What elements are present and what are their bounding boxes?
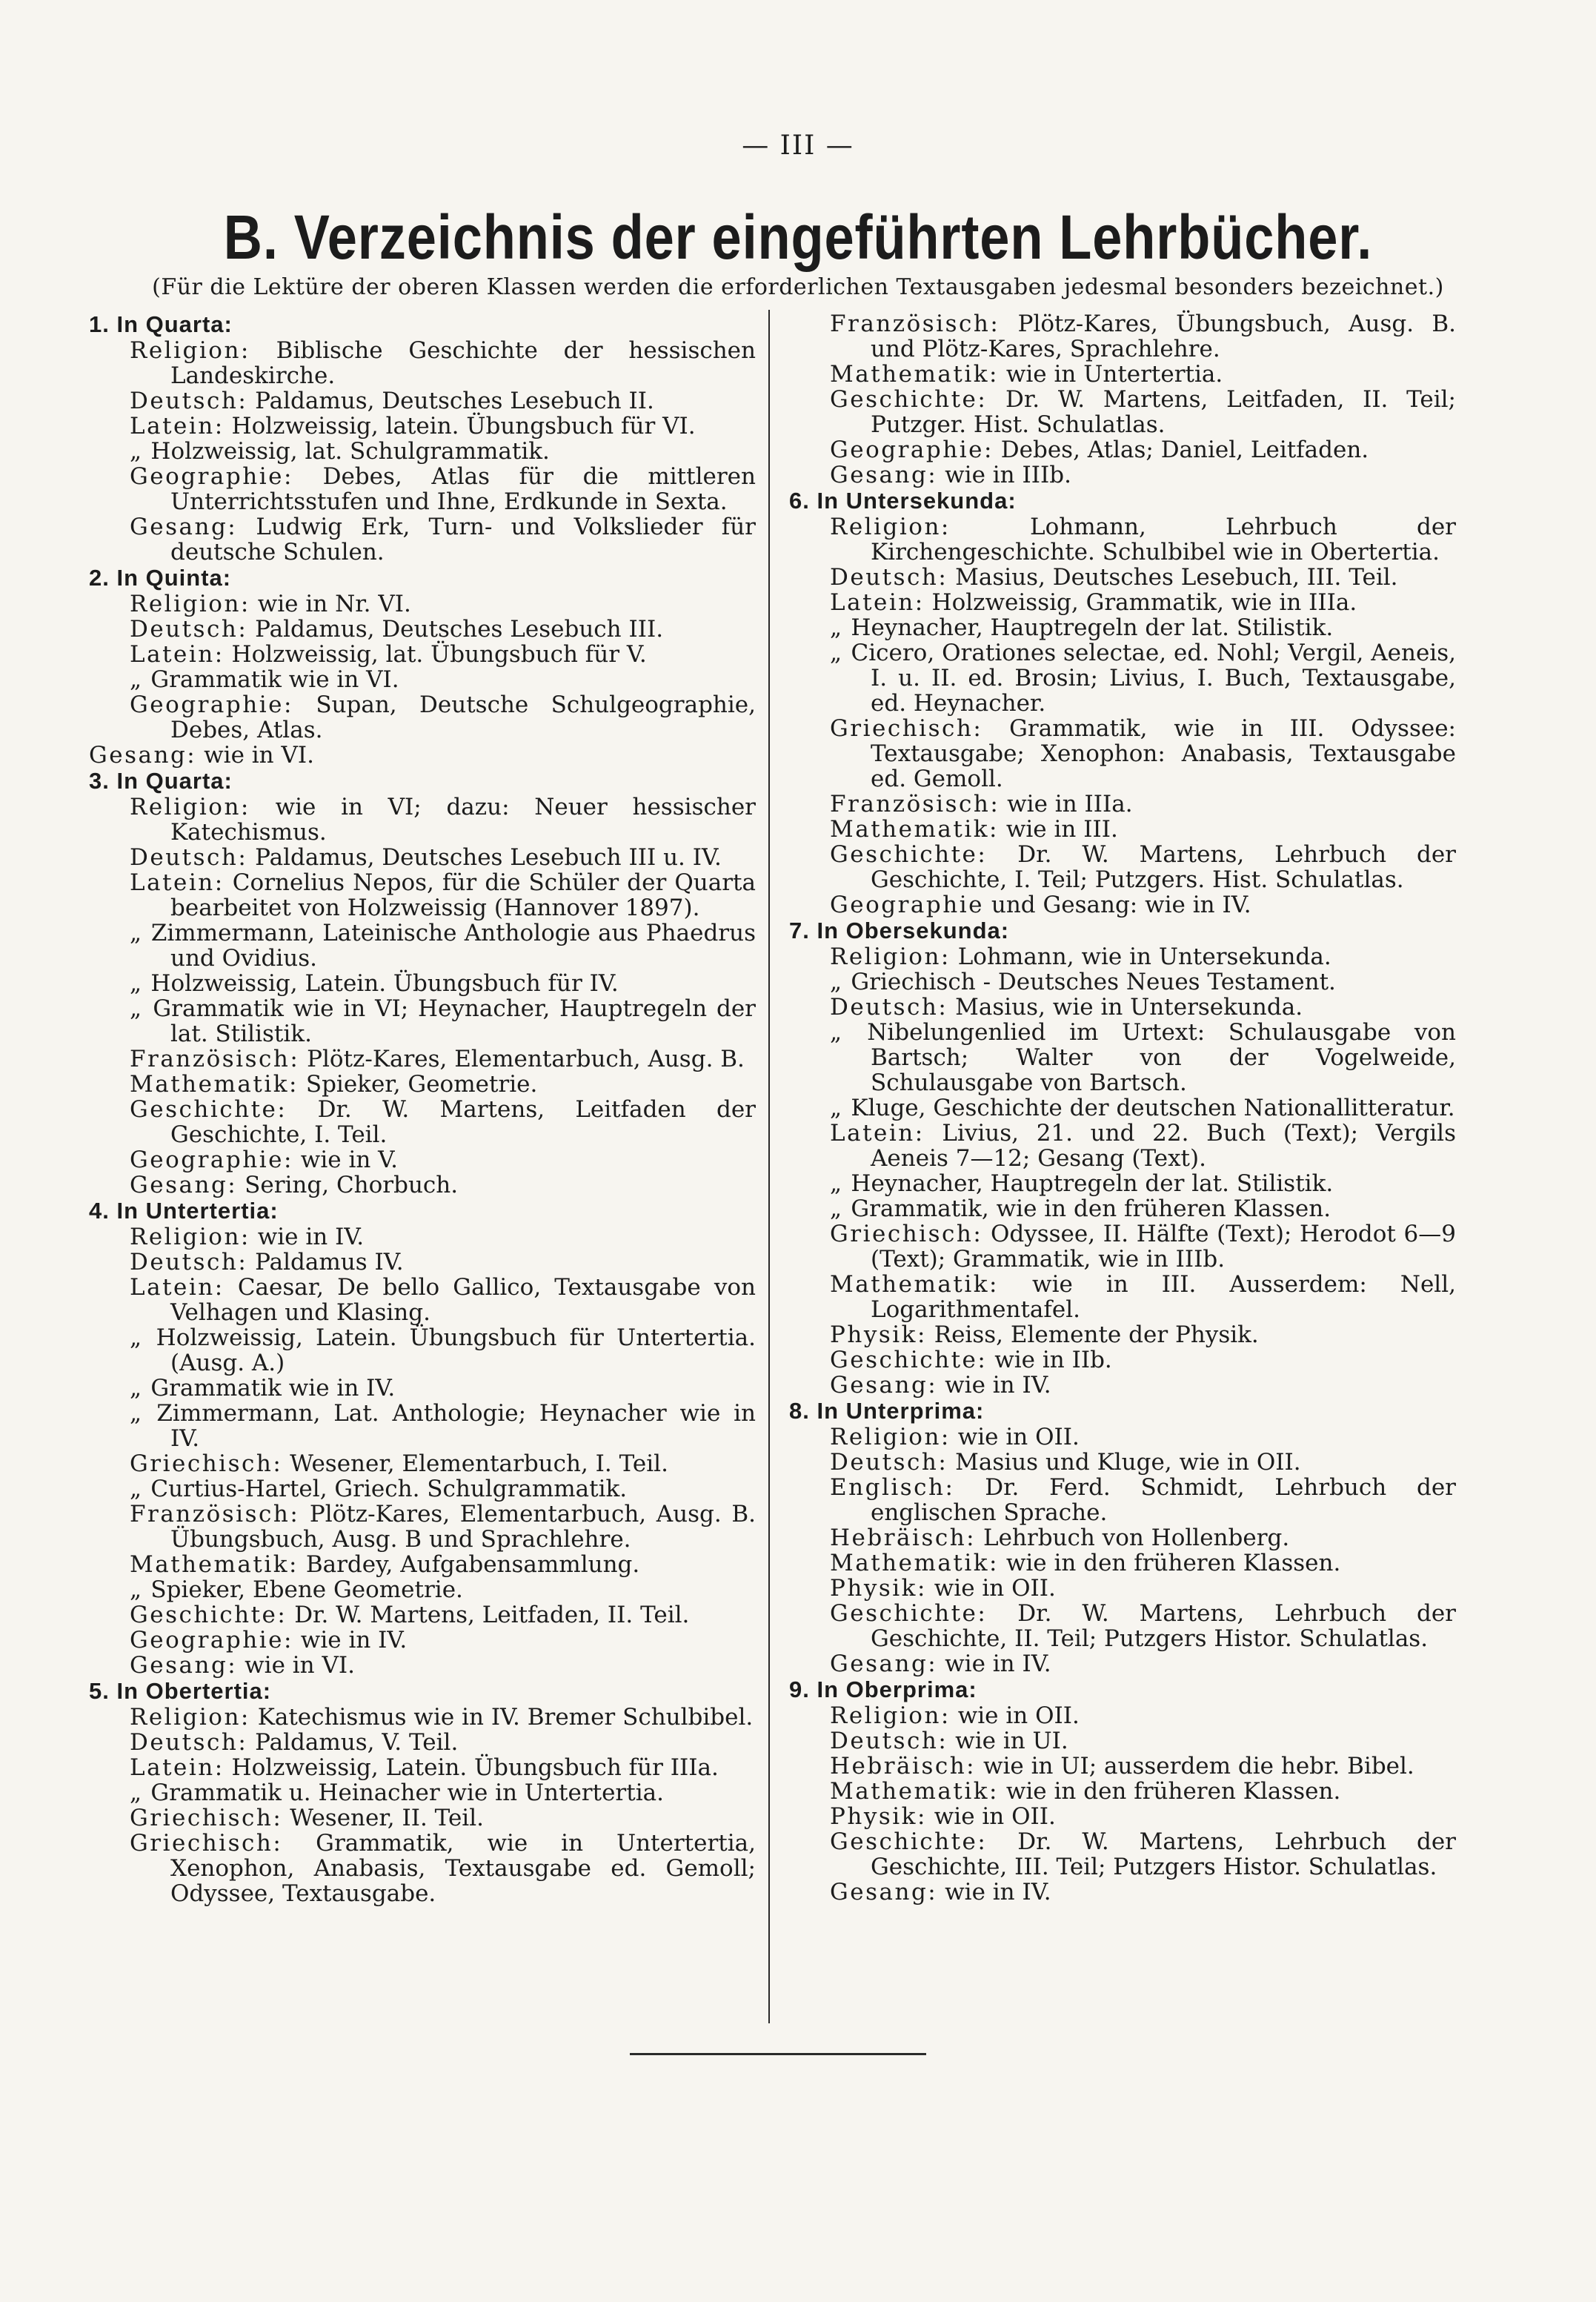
textbook-entry (789, 1880, 1456, 1905)
textbook-entry (789, 1171, 1456, 1196)
entry-text: Curtius-Hartel, Griech. Schulgrammatik. (143, 1476, 628, 1502)
textbook-entry (789, 1779, 1456, 1804)
subject-label: Geographie: (830, 437, 994, 463)
textbook-entry (89, 464, 756, 514)
subject-label: Griechisch: (830, 1221, 983, 1247)
textbook-entry (89, 1451, 756, 1476)
textbook-entry (89, 642, 756, 667)
entry-text: Livius, 21. und 22. Buch (Text); Vergils Aeneis 7—12; Gesang (Text). (871, 1120, 1456, 1172)
textbook-entry (789, 1550, 1456, 1576)
subject-label: Mathematik: (830, 816, 999, 843)
entry-text: wie in IV. (937, 1879, 1051, 1905)
entry-text: wie in VI. (237, 1652, 355, 1679)
section-heading: 9. In Oberprima: (789, 1676, 977, 1702)
entry-text: wie in IIIb. (937, 462, 1071, 488)
textbook-entry (89, 1705, 756, 1730)
entry-text: Paldamus, Deutsches Lesebuch II. (247, 388, 654, 414)
subject-label: Geographie: (130, 691, 293, 718)
subject-label: Hebräisch: (830, 1753, 977, 1779)
textbook-entry (789, 514, 1456, 565)
page-title: B. Verzeichnis der eingeführten Lehrbücher. (223, 202, 1373, 272)
subject-label: Latein: (130, 413, 225, 439)
entry-text: wie in IIb. (987, 1347, 1112, 1373)
entry-text: Heynacher, Hauptregeln der lat. Stilistik. (843, 614, 1334, 641)
entry-text: und Gesang: wie in IV. (984, 892, 1251, 918)
textbook-entry (789, 1450, 1456, 1475)
textbook-entry (89, 1275, 756, 1325)
textbook-entry (89, 667, 756, 692)
subject-label: „ (130, 920, 144, 946)
section-heading: 7. In Obersekunda: (789, 918, 1010, 943)
subject-label: Französisch: (130, 1046, 300, 1072)
textbook-entry (789, 640, 1456, 716)
subject-label: Geschichte: (830, 1828, 988, 1855)
subject-label: Gesang: (830, 1651, 938, 1677)
entry-text: Plötz-Kares, Elementarbuch, Ausg. B. Übungsbuch, Ausg. B und Sprachlehre. (170, 1501, 756, 1553)
textbook-entry (789, 1601, 1456, 1651)
subject-label: Religion: (130, 337, 250, 364)
entry-text: Kluge, Geschichte der deutschen Nationallitteratur. (843, 1095, 1455, 1121)
textbook-entry (789, 1576, 1456, 1601)
section-heading: 3. In Quarta: (89, 768, 233, 794)
entry-text: Debes, Atlas; Daniel, Leitfaden. (993, 437, 1369, 463)
entry-text: Grammatik u. Heinacher wie in Untertertia. (143, 1779, 664, 1806)
class-section (789, 488, 1456, 918)
textbook-entry (89, 971, 756, 996)
class-section (789, 918, 1456, 1398)
textbook-entry (89, 1325, 756, 1376)
class-section (89, 1198, 756, 1678)
entry-text: wie in OII. (926, 1575, 1056, 1602)
textbook-entry (89, 692, 756, 743)
entry-text: Paldamus, Deutsches Lesebuch III. (247, 616, 664, 643)
entry-text: Holzweissig, latein. Übungsbuch für VI. (224, 413, 696, 439)
entry-text: wie in IV. (250, 1224, 365, 1250)
subject-label: Griechisch: (130, 1450, 283, 1477)
subject-label: „ (130, 970, 144, 997)
class-section (789, 1676, 1456, 1905)
subject-label: Deutsch: (830, 994, 948, 1021)
entry-text: Ludwig Erk, Turn- und Volkslieder für deutsche Schulen. (170, 514, 756, 565)
entry-text: wie in IV. (937, 1651, 1051, 1677)
textbook-entry (89, 870, 756, 921)
bottom-rule (630, 2053, 926, 2055)
textbook-entry (789, 1322, 1456, 1347)
textbook-entry (89, 439, 756, 464)
textbook-entry (89, 1172, 756, 1198)
entry-text: Dr. W. Martens, Leitfaden der Geschichte, I. Teil. (170, 1096, 756, 1148)
textbook-entry (89, 1577, 756, 1602)
entry-text: Bardey, Aufgabensammlung. (298, 1551, 640, 1578)
subject-label: „ (830, 1019, 844, 1046)
entry-text: wie in OII. (950, 1702, 1080, 1729)
subject-label: Religion: (130, 1704, 250, 1731)
textbook-entry (89, 617, 756, 642)
entry-text: Paldamus IV. (247, 1249, 404, 1276)
textbook-entry (789, 1020, 1456, 1095)
subject-label: Deutsch: (130, 388, 248, 414)
section-heading: 8. In Unterprima: (789, 1398, 985, 1424)
section-heading: 2. In Quinta: (89, 565, 232, 591)
entry-text: wie in III. (998, 816, 1118, 843)
textbook-entry (789, 1754, 1456, 1779)
subject-label: Latein: (830, 589, 925, 616)
textbook-entry (789, 817, 1456, 842)
section-heading: 6. In Untersekunda: (789, 488, 1017, 514)
entry-text: Plötz-Kares, Übungsbuch, Ausg. B. und Plötz-Kares, Sprachlehre. (871, 311, 1456, 362)
textbook-entry (89, 1250, 756, 1275)
subject-label: Deutsch: (830, 1449, 948, 1476)
entry-text: Grammatik, wie in den früheren Klassen. (843, 1195, 1331, 1222)
subject-label: Religion: (830, 514, 951, 540)
subject-label: „ (130, 1400, 144, 1427)
entry-text: Holzweissig, lat. Übungsbuch für V. (224, 641, 647, 668)
subject-label: Latein: (130, 1274, 225, 1301)
page-number: — III — (742, 130, 854, 161)
subject-label: „ (130, 1576, 144, 1603)
textbook-entry (89, 414, 756, 439)
textbook-entry (789, 944, 1456, 969)
entry-text: Grammatik, wie in III. Odyssee: Textausgabe; Xenophon: Anabasis, Textausgabe ed. Gemoll. (871, 715, 1456, 792)
textbook-entry (89, 1831, 756, 1906)
subject-label: Geographie: (130, 463, 293, 490)
subject-label: Religion: (830, 1702, 951, 1729)
class-section (89, 565, 756, 768)
entry-text: Dr. W. Martens, Leitfaden, II. Teil. (287, 1602, 690, 1628)
subject-label: Deutsch: (830, 1728, 948, 1754)
textbook-entry (89, 338, 756, 388)
textbook-entry (89, 1653, 756, 1678)
textbook-entry (789, 969, 1456, 995)
textbook-entry (89, 1072, 756, 1097)
textbook-entry (789, 565, 1456, 590)
entry-text: wie in IIIa. (1000, 791, 1133, 817)
subject-label: Mathematik: (130, 1071, 299, 1098)
subject-label: Griechisch: (130, 1830, 283, 1857)
entry-text: Grammatik, wie in Untertertia, Xenophon, Anabasis, Textausgabe ed. Gemoll; Odyssee, Textausgabe. (170, 1830, 756, 1907)
entry-text: wie in III. Ausserdem: Nell, Logarithmentafel. (871, 1271, 1456, 1323)
entry-text: Dr. W. Martens, Lehrbuch der Geschichte, III. Teil; Putzgers Histor. Schulatlas. (871, 1828, 1456, 1880)
subject-label: Deutsch: (830, 564, 948, 591)
textbook-entry (789, 792, 1456, 817)
textbook-entry (789, 1728, 1456, 1754)
entry-text: wie in UI. (948, 1728, 1068, 1754)
subject-label: Geographie (830, 892, 984, 918)
textbook-entry (789, 1475, 1456, 1525)
page-subtitle: (Für die Lektüre der oberen Klassen werden die erforderlichen Textausgaben jedesmal besonders bezeichnet.) (152, 274, 1444, 300)
class-section (89, 768, 756, 1198)
subject-label: Gesang: (830, 1879, 938, 1905)
textbook-entry (89, 1805, 756, 1831)
textbook-entry (89, 845, 756, 870)
entry-text: wie in VI; dazu: Neuer hessischer Katechismus. (170, 794, 756, 846)
subject-label: Deutsch: (130, 1729, 248, 1756)
entry-text: Caesar, De bello Gallico, Textausgabe von Velhagen und Klasing. (170, 1274, 756, 1326)
left-column (89, 311, 756, 1906)
textbook-entry (789, 1373, 1456, 1398)
subject-label: Deutsch: (130, 1249, 248, 1276)
subject-label: Gesang: (130, 1172, 238, 1198)
entry-text: Grammatik wie in VI. (143, 666, 399, 693)
subject-label: Griechisch: (830, 715, 983, 742)
subject-label: Gesang: (830, 462, 938, 488)
subject-label: Geschichte: (830, 1347, 988, 1373)
entry-text: wie in UI; ausserdem die hebr. Bibel. (976, 1753, 1414, 1779)
entry-text: Cornelius Nepos, für die Schüler der Quarta bearbeitet von Holzweissig (Hannover 1897). (170, 869, 756, 921)
class-section (89, 311, 756, 565)
class-section (789, 1398, 1456, 1676)
subject-label: „ (830, 614, 844, 641)
subject-label: Griechisch: (130, 1805, 283, 1831)
subject-label: Physik: (830, 1575, 927, 1602)
textbook-entry (89, 1097, 756, 1147)
entry-text: Zimmermann, Lat. Anthologie; Heynacher wie in IV. (143, 1400, 756, 1452)
subject-label: „ (130, 438, 144, 465)
entry-text: Sering, Chorbuch. (237, 1172, 459, 1198)
entry-text: Biblische Geschichte der hessischen Landeskirche. (170, 337, 756, 389)
textbook-entry (789, 1424, 1456, 1450)
textbook-entry (89, 1552, 756, 1577)
entry-text: wie in VI. (196, 742, 314, 769)
entry-text: Plötz-Kares, Elementarbuch, Ausg. B. (299, 1046, 745, 1072)
subject-label: Englisch: (830, 1474, 955, 1501)
entry-text: Holzweissig, Grammatik, wie in IIIa. (924, 589, 1357, 616)
textbook-entry (789, 1651, 1456, 1676)
right-column (789, 311, 1456, 1905)
subject-label: Physik: (830, 1321, 927, 1348)
subject-label: Französisch: (130, 1501, 300, 1528)
entry-text: wie in OII. (926, 1803, 1056, 1830)
entry-text: Griechisch - Deutsches Neues Testament. (843, 969, 1336, 995)
textbook-entry (789, 1272, 1456, 1322)
subject-label: Religion: (830, 943, 951, 970)
textbook-entry (789, 842, 1456, 892)
column-divider (768, 310, 770, 2023)
entry-text: Grammatik wie in IV. (143, 1375, 396, 1402)
section-heading: 4. In Untertertia: (89, 1198, 279, 1224)
subject-label: Geschichte: (130, 1602, 287, 1628)
subject-label: „ (830, 969, 844, 995)
entry-text: Masius, wie in Untersekunda. (948, 994, 1303, 1021)
textbook-entry (89, 1602, 756, 1628)
textbook-entry (89, 1224, 756, 1250)
textbook-entry (89, 1502, 756, 1552)
subject-label: Gesang: (130, 514, 238, 540)
subject-label: Mathematik: (830, 1550, 999, 1576)
textbook-entry (789, 1095, 1456, 1121)
entry-text: Katechismus wie in IV. Bremer Schulbibel. (250, 1704, 754, 1731)
subject-label: Mathematik: (830, 1778, 999, 1805)
section-heading: 1. In Quarta: (89, 311, 233, 337)
entry-text: Supan, Deutsche Schulgeographie, Debes, Atlas. (170, 691, 756, 743)
subject-label: Deutsch: (130, 616, 248, 643)
textbook-entry (789, 615, 1456, 640)
textbook-entry (789, 1347, 1456, 1373)
entry-text: wie in OII. (950, 1424, 1080, 1450)
textbook-entry (789, 1196, 1456, 1221)
subject-label: „ (130, 1375, 144, 1402)
subject-label: Mathematik: (830, 361, 999, 388)
subject-label: Mathematik: (130, 1551, 299, 1578)
textbook-entry (789, 462, 1456, 488)
textbook-entry (89, 1401, 756, 1451)
textbook-entry (789, 1121, 1456, 1171)
textbook-entry (789, 1221, 1456, 1272)
entry-text: wie in den früheren Klassen. (998, 1550, 1341, 1576)
textbook-entry (89, 1780, 756, 1805)
subject-label: „ (830, 1095, 844, 1121)
subject-label: Religion: (130, 794, 250, 820)
entry-text: Cicero, Orationes selectae, ed. Nohl; Vergil, Aeneis, I. u. II. ed. Brosin; Livius, I. Buch, Textausgabe, ed. Heynacher. (843, 640, 1456, 717)
subject-label: „ (830, 640, 844, 666)
subject-label: Französisch: (830, 311, 1000, 337)
textbook-entry (89, 743, 756, 768)
entry-text: Wesener, II. Teil. (282, 1805, 484, 1831)
entry-text: Masius und Kluge, wie in OII. (948, 1449, 1301, 1476)
entry-text: Dr. W. Martens, Lehrbuch der Geschichte, I. Teil; Putzgers. Hist. Schulatlas. (871, 841, 1456, 893)
subject-label: Französisch: (830, 791, 1000, 817)
subject-label: „ (830, 1195, 844, 1222)
subject-label: Gesang: (130, 1652, 238, 1679)
entry-text: Debes, Atlas für die mittleren Unterrichtsstufen und Ihne, Erdkunde in Sexta. (170, 463, 756, 515)
entry-text: Masius, Deutsches Lesebuch, III. Teil. (948, 564, 1398, 591)
entry-text: Holzweissig, Latein. Übungsbuch für IV. (143, 970, 619, 997)
entry-text: wie in IV. (937, 1372, 1051, 1399)
class-section (89, 1678, 756, 1906)
subject-label: Deutsch: (130, 844, 248, 871)
entry-text: Heynacher, Hauptregeln der lat. Stilistik. (843, 1170, 1334, 1197)
subject-label: Geographie: (130, 1627, 293, 1653)
subject-label: Geschichte: (830, 841, 988, 868)
textbook-entry (789, 311, 1456, 362)
entry-text: Reiss, Elemente der Physik. (926, 1321, 1259, 1348)
subject-label: Gesang: (830, 1372, 938, 1399)
subject-label: Religion: (130, 1224, 250, 1250)
textbook-entry (89, 921, 756, 971)
entry-text: Odyssee, II. Hälfte (Text); Herodot 6—9 (Text); Grammatik, wie in IIIb. (871, 1221, 1456, 1273)
textbook-entry (789, 590, 1456, 615)
subject-label: „ (130, 1324, 144, 1351)
entry-text: wie in IV. (293, 1627, 408, 1653)
subject-label: „ (130, 1476, 144, 1502)
entry-text: wie in Nr. VI. (250, 591, 411, 617)
textbook-entry (89, 996, 756, 1046)
entry-text: Holzweissig, Latein. Übungsbuch für IIIa. (224, 1754, 719, 1781)
subject-label: Geschichte: (830, 1600, 988, 1627)
entry-text: wie in den früheren Klassen. (998, 1778, 1341, 1805)
entry-text: Lehrbuch von Hollenberg. (976, 1525, 1290, 1551)
textbook-entry (89, 388, 756, 414)
entry-text: Holzweissig, lat. Schulgrammatik. (143, 438, 550, 465)
entry-text: Zimmermann, Lateinische Anthologie aus Phaedrus und Ovidius. (143, 920, 756, 972)
entry-text: Paldamus, V. Teil. (247, 1729, 459, 1756)
entry-text: Wesener, Elementarbuch, I. Teil. (282, 1450, 668, 1477)
textbook-entry (89, 1147, 756, 1172)
subject-label: Religion: (830, 1424, 951, 1450)
section-heading: 5. In Obertertia: (89, 1678, 272, 1704)
subject-label: Latein: (130, 641, 225, 668)
subject-label: Geographie: (130, 1147, 293, 1173)
subject-label: Latein: (130, 869, 225, 896)
textbook-entry (789, 892, 1456, 918)
entry-text: Dr. Ferd. Schmidt, Lehrbuch der englischen Sprache. (871, 1474, 1456, 1526)
entry-text: Lohmann, Lehrbuch der Kirchengeschichte. Schulbibel wie in Obertertia. (871, 514, 1456, 565)
subject-label: Latein: (830, 1120, 925, 1147)
subject-label: Geschichte: (830, 386, 988, 413)
textbook-entry (89, 1376, 756, 1401)
entry-text: Nibelungenlied im Urtext: Schulausgabe von Bartsch; Walter von der Vogelweide, Schulausgabe von Bartsch. (843, 1019, 1456, 1096)
subject-label: „ (130, 995, 144, 1022)
textbook-entry (89, 795, 756, 845)
entry-text: Dr. W. Martens, Lehrbuch der Geschichte, II. Teil; Putzgers Histor. Schulatlas. (871, 1600, 1456, 1652)
class-section (789, 311, 1456, 488)
textbook-entry (89, 1755, 756, 1780)
entry-text: Dr. W. Martens, Leitfaden, II. Teil; Putzger. Hist. Schulatlas. (871, 386, 1456, 438)
subject-label: „ (130, 666, 144, 693)
subject-label: Religion: (130, 591, 250, 617)
subject-label: Mathematik: (830, 1271, 999, 1298)
textbook-entry (89, 1476, 756, 1502)
entry-text: Grammatik wie in VI; Heynacher, Hauptregeln der lat. Stilistik. (143, 995, 756, 1047)
textbook-entry (789, 437, 1456, 462)
entry-text: wie in Untertertia. (998, 361, 1223, 388)
entry-text: Holzweissig, Latein. Übungsbuch für Untertertia. (Ausg. A.) (143, 1324, 756, 1376)
textbook-entry (789, 387, 1456, 437)
textbook-entry (789, 995, 1456, 1020)
subject-label: Gesang: (89, 742, 197, 769)
entry-text: Spieker, Ebene Geometrie. (143, 1576, 463, 1603)
textbook-entry (89, 1730, 756, 1755)
textbook-entry (789, 716, 1456, 792)
textbook-entry (89, 1046, 756, 1072)
textbook-entry (89, 514, 756, 565)
entry-text: Lohmann, wie in Untersekunda. (950, 943, 1331, 970)
entry-text: wie in V. (293, 1147, 398, 1173)
subject-label: „ (130, 1779, 144, 1806)
textbook-entry (89, 1628, 756, 1653)
subject-label: Latein: (130, 1754, 225, 1781)
subject-label: Physik: (830, 1803, 927, 1830)
textbook-entry (789, 362, 1456, 387)
subject-label: Geschichte: (130, 1096, 287, 1123)
entry-text: Paldamus, Deutsches Lesebuch III u. IV. (247, 844, 722, 871)
textbook-entry (789, 1703, 1456, 1728)
subject-label: „ (830, 1170, 844, 1197)
entry-text: Spieker, Geometrie. (298, 1071, 538, 1098)
textbook-entry (89, 591, 756, 617)
textbook-entry (789, 1525, 1456, 1550)
textbook-entry (789, 1804, 1456, 1829)
textbook-entry (789, 1829, 1456, 1880)
subject-label: Hebräisch: (830, 1525, 977, 1551)
